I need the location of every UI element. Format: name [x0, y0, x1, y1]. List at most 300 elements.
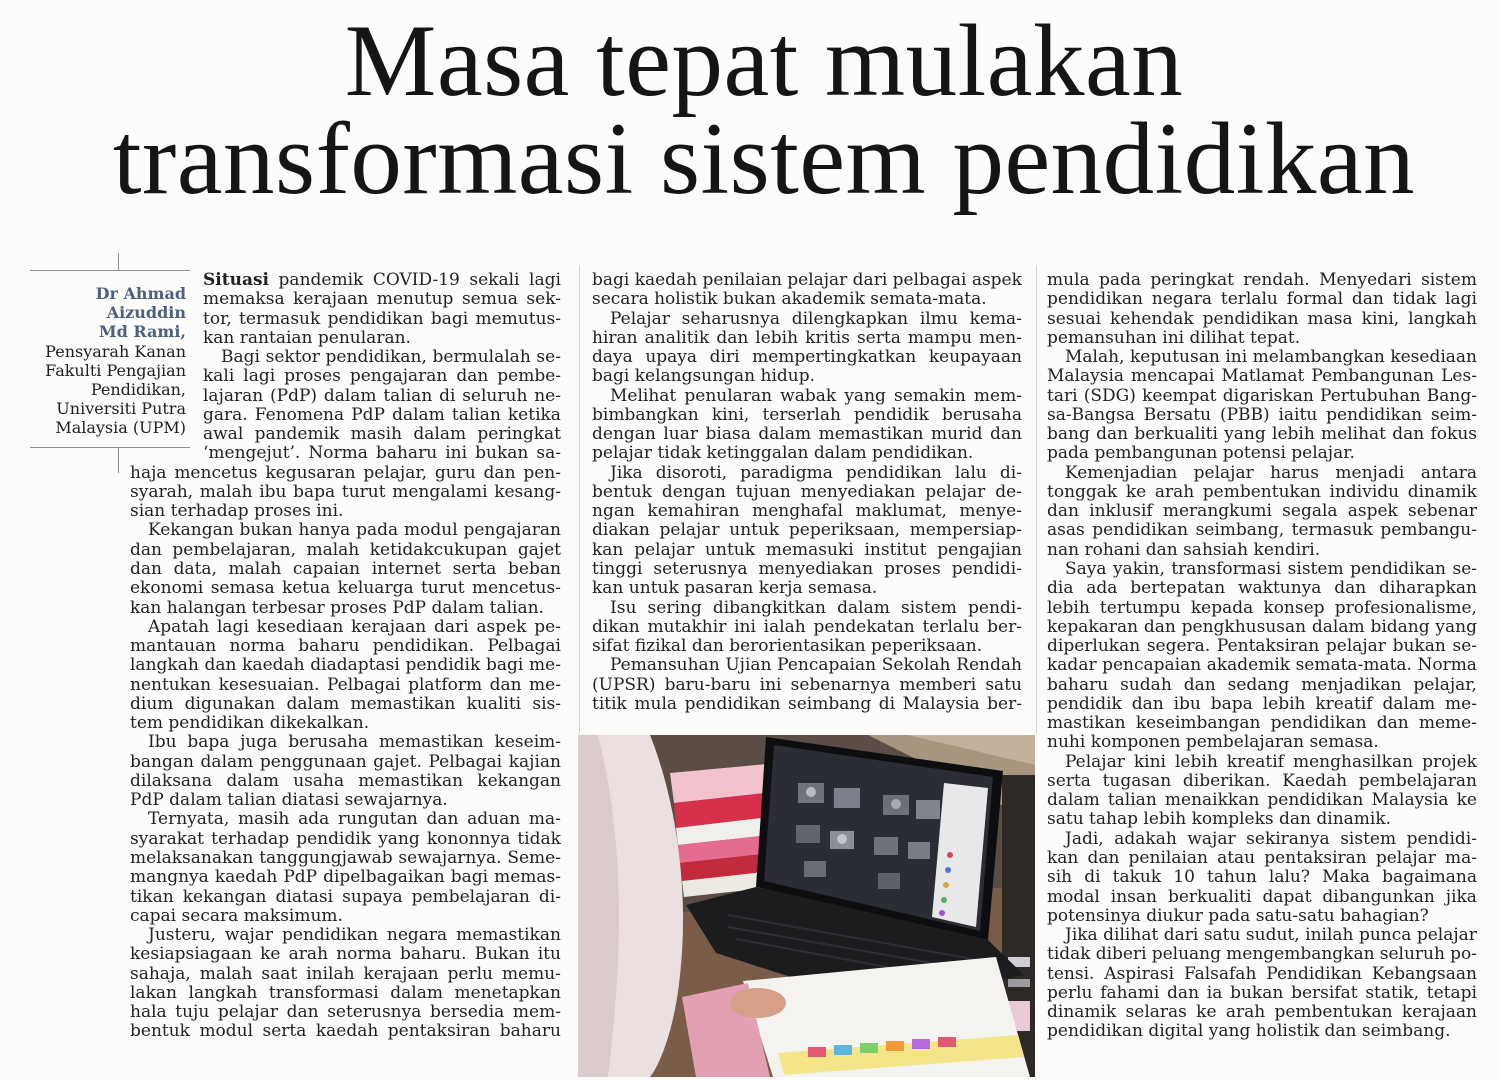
- text-line: [203, 444, 561, 463]
- text-line: [203, 271, 561, 290]
- word: sudah: [1120, 674, 1172, 695]
- word: sistem: [1421, 270, 1477, 290]
- text-line: [1047, 984, 1477, 1003]
- word: Rendah: [956, 655, 1022, 676]
- text-line: [1047, 310, 1477, 329]
- word: dikan: [592, 616, 640, 637]
- word: (SDG): [1083, 385, 1136, 406]
- word: lebih: [1047, 597, 1090, 618]
- word: sa-Bangsa: [1047, 404, 1135, 425]
- word: kesang-: [494, 481, 561, 502]
- word: melambangkan: [1252, 347, 1385, 368]
- word: modul: [199, 1021, 254, 1042]
- word: dan: [1145, 539, 1178, 560]
- text-line: [130, 926, 561, 945]
- word: ‘mengejut’.: [203, 443, 301, 464]
- word: tidak: [1392, 289, 1437, 310]
- word: lajaran: [203, 385, 264, 406]
- text-line: [1047, 907, 1477, 926]
- word: melaksanakan: [130, 847, 254, 868]
- word: talian: [383, 385, 433, 406]
- word: kema-: [969, 308, 1022, 329]
- word: sahaja,: [130, 963, 191, 984]
- word: menjadi: [1335, 462, 1405, 483]
- word: insan: [1110, 886, 1157, 907]
- word: malah: [228, 558, 282, 579]
- text-line: [1047, 714, 1477, 733]
- word: proses: [330, 597, 387, 618]
- word: bukan: [722, 289, 777, 310]
- text-line: [592, 637, 1022, 656]
- word: titik: [592, 693, 627, 714]
- word: dan: [286, 1002, 319, 1023]
- word: pada: [1047, 443, 1090, 464]
- word: upaya: [645, 347, 698, 368]
- word: di: [1084, 867, 1101, 888]
- text-line: [1047, 290, 1477, 309]
- headline: [0, 4, 1500, 216]
- word: pendidikan.: [372, 636, 475, 657]
- word: me-: [1445, 693, 1477, 714]
- word: pelajar.: [1291, 443, 1355, 464]
- word: hiran: [592, 327, 638, 348]
- word: jika: [1445, 886, 1477, 907]
- word: malah: [306, 539, 360, 560]
- word: menjadikan: [1301, 674, 1402, 695]
- word: diatasi: [281, 790, 340, 811]
- word: Matlamat: [1221, 366, 1305, 387]
- word: pendidik: [296, 828, 372, 849]
- word: saat: [261, 963, 298, 984]
- word: kemahiran: [647, 501, 740, 522]
- word: men-: [979, 327, 1022, 348]
- word: yang: [844, 385, 886, 406]
- word: kini,: [711, 404, 750, 425]
- word: menghafal: [752, 501, 844, 522]
- word: bapa: [1210, 693, 1253, 714]
- word: masih: [237, 809, 290, 830]
- word: supaya: [342, 886, 403, 907]
- word: pencapaian: [1102, 655, 1202, 676]
- word: diberi: [1095, 944, 1147, 965]
- word: dan: [1279, 809, 1311, 830]
- word: sudut,: [1245, 925, 1300, 946]
- word: kaedah: [242, 655, 305, 676]
- text-line: [592, 560, 1022, 579]
- word: pe-: [534, 616, 561, 637]
- word: mem-: [512, 1002, 561, 1023]
- text-line: [130, 656, 561, 675]
- word: ma-: [528, 809, 561, 830]
- word: di: [439, 385, 456, 406]
- word: dia: [1047, 578, 1074, 599]
- byline-rule-tick-bottom: [118, 447, 119, 473]
- text-line: [592, 464, 1022, 483]
- text-line: [592, 541, 1022, 560]
- word: bagi: [592, 270, 630, 290]
- text-line: [592, 271, 1022, 290]
- word: maklumat,: [855, 501, 947, 522]
- word: ibu: [1173, 693, 1201, 714]
- word: seterusnya: [653, 558, 748, 579]
- word: diakan: [592, 520, 650, 541]
- word: bermulalah: [432, 347, 531, 368]
- word: lakan: [130, 982, 177, 1003]
- word: sian: [130, 501, 166, 522]
- word: hanya: [298, 520, 351, 541]
- word: dan: [1392, 424, 1425, 445]
- word: Menyedari: [1319, 270, 1412, 290]
- word: wajar: [1187, 828, 1236, 849]
- word: bagaimana: [1382, 867, 1477, 888]
- word: mantauan: [130, 636, 217, 657]
- word: 10: [1173, 867, 1195, 888]
- word: terlalu: [922, 616, 980, 637]
- word: kreatif: [1226, 751, 1284, 772]
- article-column-1: [130, 271, 561, 1042]
- word: tahun: [1207, 867, 1257, 888]
- word: diadaptasi: [310, 655, 400, 676]
- word: memastikan: [378, 732, 484, 753]
- text-line: [130, 579, 561, 598]
- headline-line-1: Masa tepat mulakan: [344, 4, 1184, 118]
- word: antara: [1420, 462, 1477, 483]
- word: termasuk: [239, 308, 321, 329]
- word: baharu: [298, 636, 360, 657]
- word: peperiksaan,: [788, 520, 901, 541]
- word: Les-: [1441, 366, 1477, 387]
- word: pendidikan: [327, 308, 424, 329]
- word: mencetus-: [471, 578, 561, 599]
- word: dalam: [323, 385, 377, 406]
- text-line: [130, 676, 561, 695]
- word: sebenarnya: [790, 674, 891, 695]
- word: nuhi: [1047, 732, 1086, 753]
- word: pembe-: [497, 366, 561, 387]
- word: Kemenjadian: [1065, 462, 1178, 483]
- word: pelajar: [925, 481, 986, 502]
- word: pengajaran: [349, 366, 448, 387]
- word: pengajian: [937, 539, 1022, 560]
- word: tidak: [1047, 944, 1091, 965]
- text-line: [1047, 791, 1477, 810]
- text-line: [203, 290, 561, 309]
- text-line: [203, 425, 561, 444]
- text-line: [130, 560, 561, 579]
- word: Bagi: [221, 347, 260, 368]
- word: pemansuhan: [1047, 327, 1157, 348]
- word: ber-: [987, 693, 1022, 714]
- word: dalam: [1047, 790, 1100, 811]
- word: awal: [203, 424, 244, 445]
- text-line: [130, 791, 561, 810]
- word: pengajaran: [463, 520, 561, 541]
- word: arah: [288, 944, 329, 965]
- word: dan: [1376, 713, 1409, 734]
- word: keseim-: [494, 732, 561, 753]
- word: me-: [529, 674, 561, 695]
- word: pendidi-: [951, 558, 1022, 579]
- word: masih: [350, 424, 403, 445]
- text-line: [592, 387, 1022, 406]
- word: kaedah: [634, 270, 698, 290]
- word: kritis: [805, 327, 850, 348]
- text-line: [203, 348, 561, 367]
- word: pendekatan: [813, 616, 915, 637]
- word: murid: [930, 424, 983, 445]
- word: kononnya: [426, 828, 511, 849]
- word: pelbagai: [892, 270, 967, 290]
- word: dalam: [169, 790, 222, 811]
- word: langkah: [1408, 308, 1477, 329]
- word: dipelbagaikan: [323, 867, 445, 888]
- word: terlalu: [1220, 289, 1278, 310]
- article-photo: [578, 735, 1035, 1077]
- word: Aspirasi: [1104, 963, 1175, 984]
- word: peringkat: [477, 424, 561, 445]
- text-line: [130, 618, 561, 637]
- text-line: [1047, 271, 1477, 290]
- word: pendidik: [854, 404, 929, 425]
- author-position-line: Pendidikan,: [90, 380, 186, 400]
- word: adakah: [1114, 828, 1177, 849]
- word: serta: [262, 1021, 307, 1042]
- word: bang: [1047, 424, 1090, 445]
- word: Falsafah: [1183, 963, 1257, 984]
- word: pendi-: [968, 597, 1022, 618]
- word: kerajaan: [363, 963, 439, 984]
- word: diukur: [1146, 905, 1203, 926]
- word: usaha: [293, 770, 345, 791]
- word: tinggi: [592, 558, 643, 579]
- word: pendidikan,: [325, 347, 427, 368]
- text-line: [130, 810, 561, 829]
- text-line: [592, 656, 1022, 675]
- word: secara: [181, 905, 239, 926]
- text-line: [592, 502, 1022, 521]
- word: selaras: [1125, 1002, 1187, 1023]
- word: Ibu: [148, 732, 177, 753]
- text-line: [1047, 810, 1477, 829]
- word: Ternyata,: [148, 809, 230, 830]
- word: meme-: [1418, 713, 1477, 734]
- word: berkualiti: [1134, 424, 1218, 445]
- word: institut: [864, 539, 927, 560]
- word: akademik: [1206, 655, 1291, 676]
- word: kehendak: [1110, 308, 1194, 329]
- word: ke: [1125, 481, 1147, 502]
- word: Pembangunan: [1311, 366, 1435, 387]
- word: gara.: [203, 404, 248, 425]
- word: baharu.: [399, 944, 467, 965]
- text-line: [203, 367, 561, 386]
- word: negara: [1151, 289, 1213, 310]
- word: Bukan: [474, 944, 530, 965]
- word: bagi: [486, 655, 524, 676]
- word: tujuan: [735, 481, 791, 502]
- word: Jadi,: [1065, 828, 1104, 849]
- word: seterusnya: [327, 1002, 422, 1023]
- word: yang: [1208, 1021, 1251, 1042]
- word: langkah: [130, 655, 199, 676]
- word: nan: [1047, 539, 1080, 560]
- text-line: [1047, 926, 1477, 945]
- word: lebih: [1143, 809, 1187, 830]
- word: semua: [461, 289, 518, 310]
- word: ma-: [1445, 847, 1477, 868]
- word: turut: [341, 481, 386, 502]
- word: semasa.: [808, 578, 878, 599]
- word: termasuk: [1291, 520, 1373, 541]
- word: fahami: [1100, 982, 1160, 1003]
- word: aspek: [476, 616, 527, 637]
- text-line: [203, 387, 561, 406]
- word: fizikal: [634, 636, 687, 657]
- word: turut: [420, 578, 465, 599]
- word: mengalami: [392, 481, 488, 502]
- word: Saya: [1065, 558, 1107, 579]
- word: profesionalisme,: [1334, 597, 1477, 618]
- word: guru: [434, 462, 476, 483]
- word: dan: [426, 809, 459, 830]
- word: punca: [1358, 925, 1412, 946]
- text-line: [1047, 1003, 1477, 1022]
- word: PdP: [392, 597, 427, 618]
- word: mula: [1047, 270, 1090, 290]
- word: bidang: [1370, 616, 1430, 637]
- word: ada: [298, 809, 330, 830]
- word: pada: [356, 520, 399, 541]
- word: dalam: [813, 443, 867, 464]
- word: dan: [1334, 578, 1367, 599]
- word: holistik: [1255, 1021, 1320, 1042]
- word: Maka: [1322, 867, 1371, 888]
- word: dalam: [1382, 693, 1436, 714]
- word: melihat: [1321, 424, 1387, 445]
- word: ne-: [534, 385, 561, 406]
- word: talian.: [489, 597, 544, 618]
- word: pelajar: [1416, 925, 1477, 946]
- word: me-: [529, 655, 561, 676]
- word: kali: [203, 366, 235, 387]
- word: dan: [1143, 616, 1176, 637]
- word: keupayaan: [928, 347, 1022, 368]
- word: daya: [592, 347, 633, 368]
- text-line: [130, 868, 561, 887]
- word: digunakan: [184, 693, 276, 714]
- word: tepat.: [1250, 327, 1301, 348]
- word: bangan: [130, 751, 194, 772]
- word: sahsiah: [1183, 539, 1249, 560]
- word: mempersiap-: [909, 520, 1022, 541]
- word: Bang-: [1426, 385, 1477, 406]
- word: lebih: [755, 327, 799, 348]
- word: menyediakan: [800, 481, 916, 502]
- word: pendidi-: [1406, 828, 1477, 849]
- text-line: [130, 772, 561, 791]
- text-line: [1047, 541, 1477, 560]
- word: sek-: [526, 289, 561, 310]
- word: baharu: [499, 1021, 561, 1042]
- word: talian: [227, 790, 277, 811]
- word: dengan: [661, 481, 726, 502]
- word: pelajar: [1325, 636, 1386, 657]
- word: serta: [452, 558, 497, 579]
- text-line: [1047, 695, 1477, 714]
- word: Malaysia: [1047, 366, 1125, 387]
- word: aspek: [971, 270, 1022, 290]
- word: keluarga: [337, 578, 414, 599]
- word: seim-: [1430, 404, 1477, 425]
- text-line: [592, 579, 1022, 598]
- text-line: [592, 444, 1022, 463]
- word: Situasi: [203, 270, 269, 290]
- text-line: [130, 599, 561, 618]
- word: Sekolah: [881, 655, 951, 676]
- text-line: [130, 541, 561, 560]
- author-name-line: Aizuddin: [106, 303, 186, 323]
- word: pendidikan: [1267, 790, 1364, 811]
- word: diri: [709, 347, 740, 368]
- word: norma: [336, 944, 392, 965]
- word: terbesar: [251, 597, 325, 618]
- word: pembentukan: [1274, 1002, 1393, 1023]
- word: dan: [1324, 1021, 1357, 1042]
- text-line: [1047, 521, 1477, 540]
- word: ia: [1206, 982, 1223, 1003]
- word: bagi: [450, 867, 489, 888]
- word: perlu: [447, 963, 493, 984]
- word: dan: [990, 424, 1022, 445]
- word: penilaian: [1128, 847, 1208, 868]
- word: sekiranya: [1246, 828, 1330, 849]
- word: kesediaan: [1390, 347, 1477, 368]
- word: baru-baru: [664, 674, 751, 695]
- word: se-: [1452, 558, 1477, 579]
- word: dari: [1163, 925, 1199, 946]
- word: terhadap: [211, 828, 290, 849]
- word: dalam: [431, 597, 485, 618]
- text-line: [130, 464, 561, 483]
- word: komponen: [1090, 732, 1181, 753]
- word: pendidikan: [1270, 713, 1367, 734]
- word: secara: [592, 289, 649, 310]
- word: memasuki: [765, 539, 854, 560]
- word: transformasi: [1171, 558, 1282, 579]
- word: disoroti,: [655, 462, 728, 483]
- word: ialah: [763, 616, 806, 637]
- word: merangkumi: [1162, 501, 1272, 522]
- word: ketidakcukupan: [369, 539, 508, 560]
- word: sis-: [532, 693, 561, 714]
- word: dinamik.: [1316, 809, 1392, 830]
- word: bentuk: [592, 481, 652, 502]
- word: ini.: [316, 501, 344, 522]
- text-line: [592, 618, 1022, 637]
- word: iaitu: [1278, 404, 1318, 425]
- text-line: [1047, 656, 1477, 675]
- word: semasa.: [1309, 732, 1379, 753]
- word: kan: [592, 578, 624, 599]
- word: Malaysia: [902, 693, 980, 714]
- word: Kekangan: [148, 520, 234, 541]
- article-column-3: [1047, 271, 1477, 1042]
- word: se-: [1452, 636, 1477, 657]
- word: hala: [130, 1002, 167, 1023]
- word: pembelajaran,: [172, 539, 297, 560]
- word: keseimbangan: [1135, 713, 1261, 734]
- word: dan: [130, 539, 162, 560]
